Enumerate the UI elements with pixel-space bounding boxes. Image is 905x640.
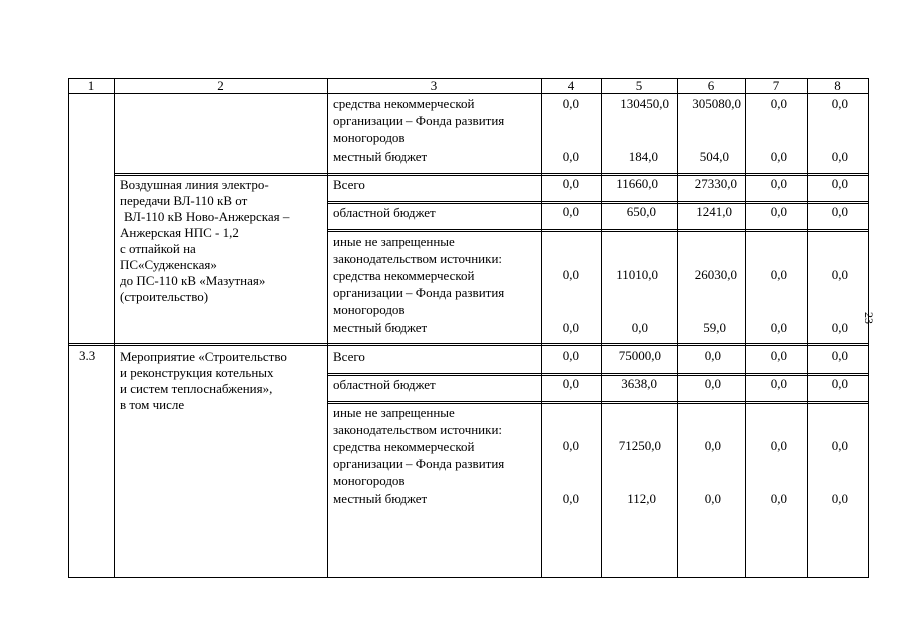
value-cell: 59,0 — [703, 320, 726, 335]
measure-name: и реконструкция котельных — [120, 365, 274, 380]
header-cell: 4 — [567, 78, 575, 93]
source-label: иные не запрещенные — [333, 405, 455, 420]
value-cell: 184,0 — [628, 149, 658, 164]
value-cell: 0,0 — [562, 149, 579, 164]
value-cell: 0,0 — [562, 267, 579, 282]
value-cell: 0,0 — [770, 348, 787, 363]
source-label: законодательством источники: — [333, 251, 503, 266]
value-cell: 0,0 — [831, 491, 848, 506]
value-cell: 0,0 — [831, 320, 848, 335]
measure-name: в том числе — [120, 397, 185, 412]
row-rule — [114, 173, 868, 174]
project-name: с отпайкой на — [120, 241, 196, 256]
value-cell: 0,0 — [831, 348, 848, 363]
value-cell: 0,0 — [831, 149, 848, 164]
source-label: местный бюджет — [333, 320, 428, 335]
value-cell: 1241,0 — [696, 204, 732, 219]
value-cell: 0,0 — [770, 96, 787, 111]
col-rule — [327, 78, 328, 578]
value-cell: 0,0 — [704, 438, 721, 453]
value-cell: 0,0 — [562, 491, 579, 506]
header-cell: 1 — [87, 78, 95, 93]
measure-name: Мероприятие «Строительство — [120, 349, 287, 364]
value-cell: 26030,0 — [694, 267, 737, 282]
row-rule — [327, 231, 868, 232]
col-rule — [114, 78, 115, 578]
source-label: местный бюджет — [333, 149, 428, 164]
row-rule — [327, 201, 868, 202]
source-label: Всего — [333, 349, 365, 364]
source-label: моногородов — [333, 302, 405, 317]
value-cell: 0,0 — [831, 204, 848, 219]
project-name: ПС«Судженская» — [120, 257, 217, 272]
source-label: областной бюджет — [333, 205, 436, 220]
source-label: моногородов — [333, 130, 405, 145]
row-rule — [327, 373, 868, 374]
header-cell: 5 — [635, 78, 643, 93]
header-cell: 6 — [707, 78, 715, 93]
source-label: Всего — [333, 177, 365, 192]
value-cell: 11660,0 — [616, 176, 658, 191]
value-cell: 0,0 — [562, 176, 579, 191]
source-label: областной бюджет — [333, 377, 436, 392]
value-cell: 0,0 — [831, 376, 848, 391]
value-cell: 0,0 — [562, 204, 579, 219]
value-cell: 27330,0 — [694, 176, 737, 191]
row-rule — [327, 403, 868, 404]
header-cell: 8 — [834, 78, 841, 93]
value-cell: 305080,0 — [692, 96, 741, 111]
value-cell: 0,0 — [831, 438, 848, 453]
source-label: средства некоммерческой — [333, 96, 475, 111]
value-cell: 0,0 — [831, 96, 848, 111]
measure-number: 3.3 — [79, 348, 96, 363]
source-label: организации – Фонда развития — [333, 285, 505, 300]
value-cell: 0,0 — [704, 376, 721, 391]
value-cell: 0,0 — [770, 438, 787, 453]
value-cell: 71250,0 — [618, 438, 661, 453]
value-cell: 0,0 — [562, 96, 579, 111]
header-cell: 7 — [772, 78, 780, 93]
source-label: организации – Фонда развития — [333, 456, 505, 471]
source-label: моногородов — [333, 473, 405, 488]
project-name: ВЛ-110 кВ Ново-Анжерская – — [124, 209, 290, 224]
value-cell: 0,0 — [770, 176, 787, 191]
value-cell: 130450,0 — [620, 96, 669, 111]
value-cell: 0,0 — [831, 176, 848, 191]
value-cell: 0,0 — [562, 438, 579, 453]
value-cell: 112,0 — [627, 491, 656, 506]
header-cell: 2 — [217, 78, 224, 93]
value-cell: 0,0 — [770, 376, 787, 391]
col-rule — [868, 78, 869, 578]
table-border-bottom — [68, 577, 868, 578]
project-name: Анжерская НПС - 1,2 — [120, 225, 239, 240]
source-label: организации – Фонда развития — [333, 113, 505, 128]
source-label: иные не запрещенные — [333, 234, 455, 249]
row-rule — [327, 401, 868, 402]
row-rule — [68, 343, 868, 344]
value-cell: 0,0 — [704, 348, 721, 363]
project-name: Воздушная линия электро- — [120, 177, 269, 192]
value-cell: 0,0 — [770, 320, 787, 335]
value-cell: 0,0 — [770, 149, 787, 164]
value-cell: 0,0 — [562, 376, 579, 391]
value-cell: 0,0 — [770, 204, 787, 219]
source-label: средства некоммерческой — [333, 439, 475, 454]
value-cell: 0,0 — [704, 491, 721, 506]
source-label: законодательством источники: — [333, 422, 503, 437]
value-cell: 0,0 — [562, 348, 579, 363]
value-cell: 650,0 — [626, 204, 656, 219]
row-rule — [68, 345, 868, 346]
value-cell: 11010,0 — [616, 267, 658, 282]
value-cell: 0,0 — [770, 491, 787, 506]
header-cell: 3 — [430, 78, 438, 93]
project-name: до ПС-110 кВ «Мазутная» — [120, 273, 266, 288]
page-number: 23 — [862, 312, 876, 324]
project-name: передачи ВЛ-110 кВ от — [120, 193, 248, 208]
value-cell: 75000,0 — [618, 348, 661, 363]
value-cell: 0,0 — [770, 267, 787, 282]
project-name: (строительство) — [120, 289, 209, 304]
source-label: местный бюджет — [333, 491, 428, 506]
col-rule — [68, 78, 69, 578]
value-cell: 0,0 — [562, 320, 579, 335]
measure-name: и систем теплоснабжения», — [120, 381, 273, 396]
row-rule — [327, 229, 868, 230]
value-cell: 504,0 — [699, 149, 729, 164]
value-cell: 3638,0 — [621, 376, 657, 391]
source-label: средства некоммерческой — [333, 268, 475, 283]
value-cell: 0,0 — [831, 267, 848, 282]
value-cell: 0,0 — [631, 320, 648, 335]
